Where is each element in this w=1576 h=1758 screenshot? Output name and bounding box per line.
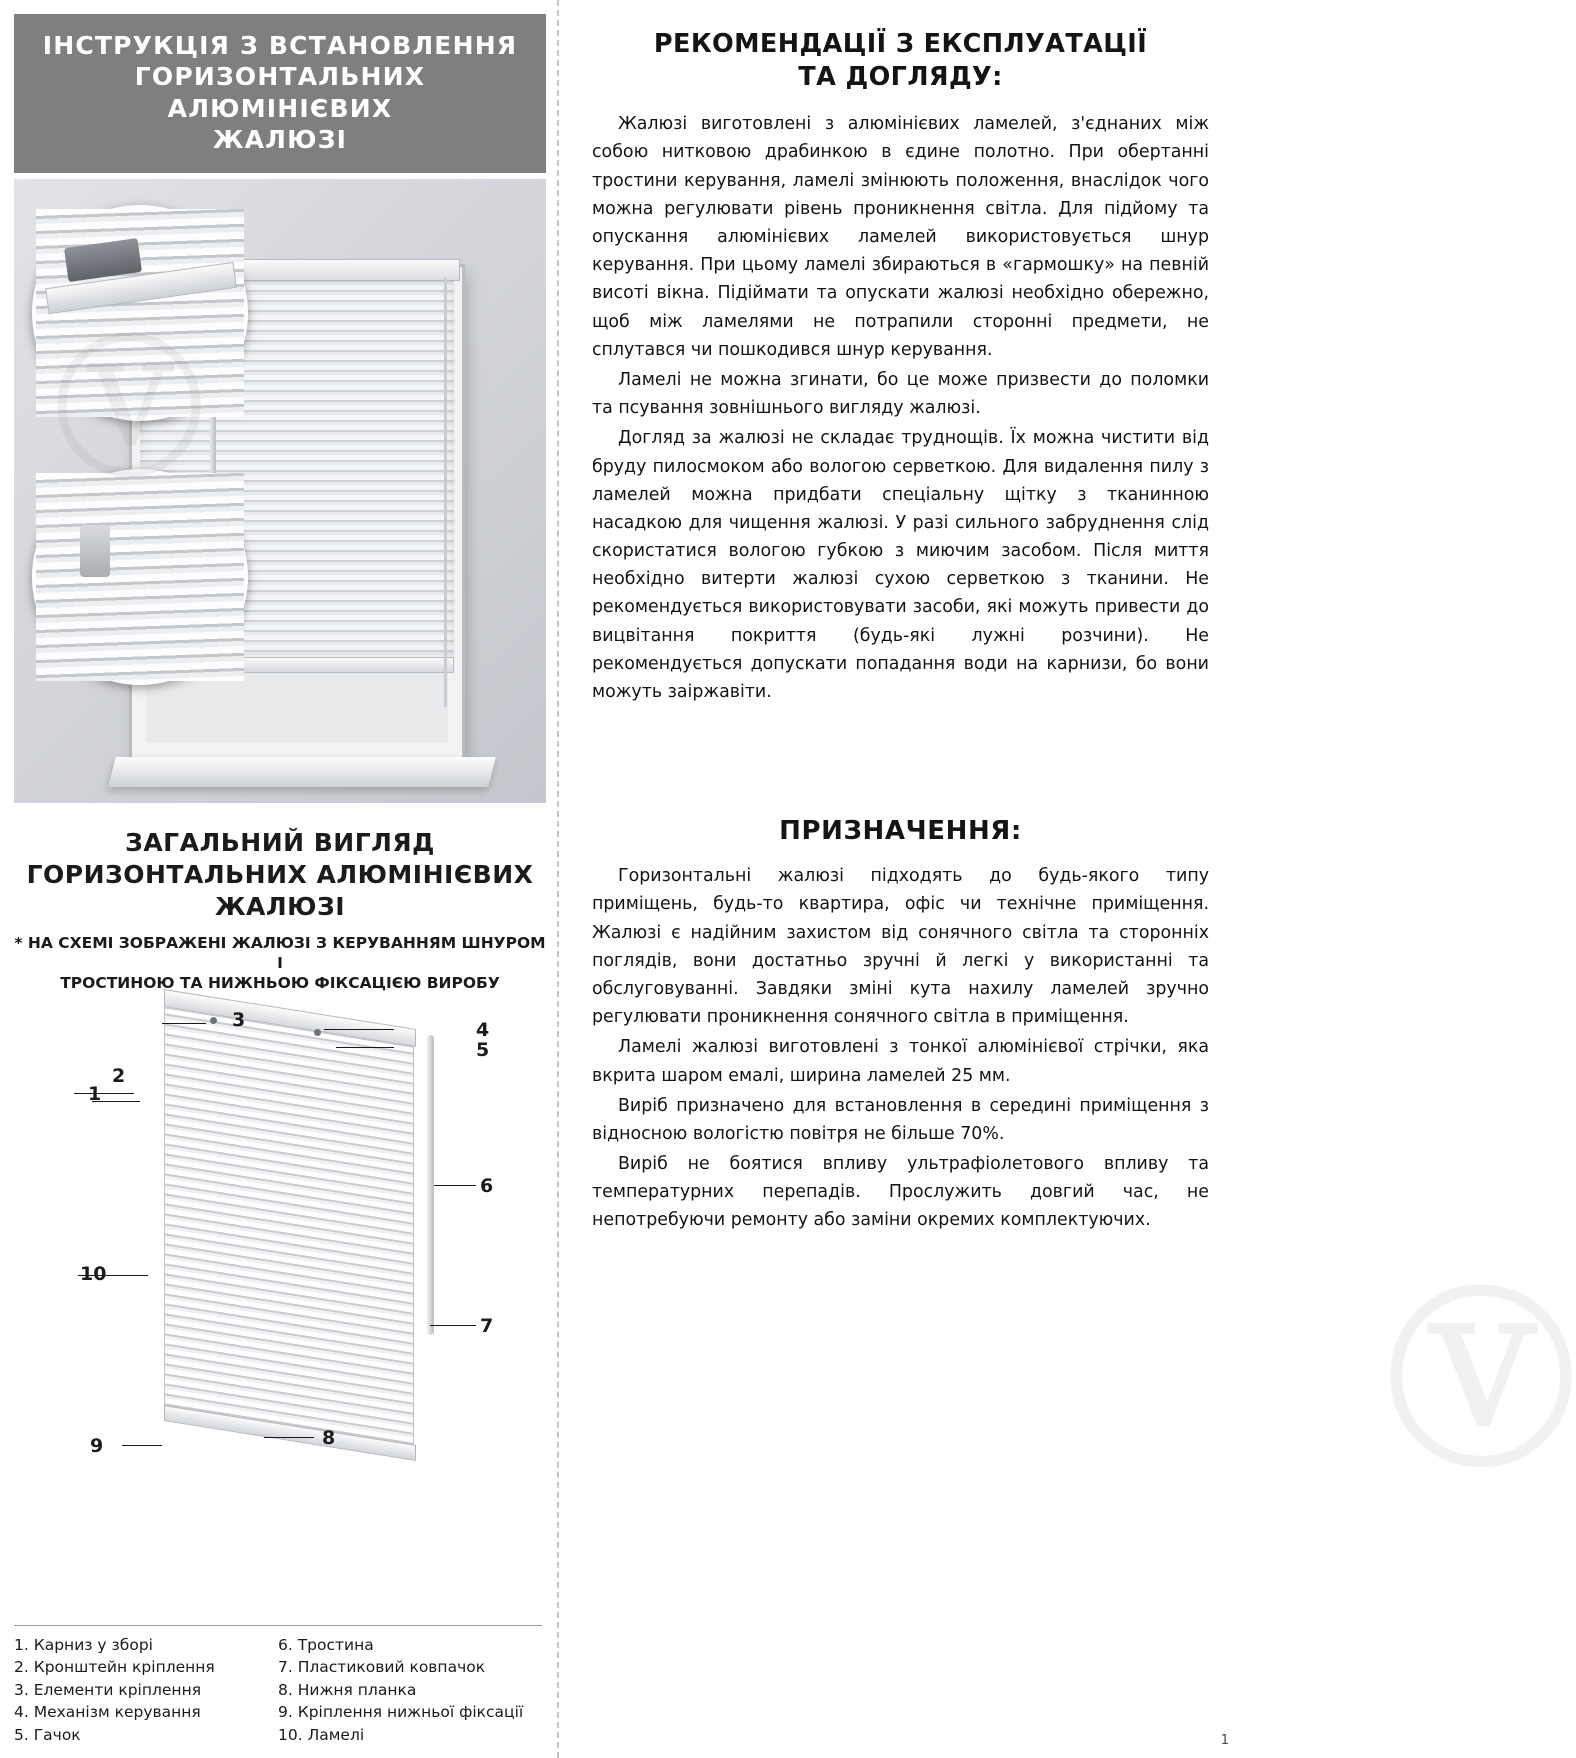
care-text [592,110,1209,706]
purpose-paragraph: Виріб не боятися впливу ультрафіолетового впливу та температурних перепадів. Прослужить довгий час, не непотребуючи ремонту або заміни окремих комплектуючих. [592,1154,1209,1231]
care-paragraph: Жалюзі виготовлені з алюмінієвих ламелей, з'єднаних між собою нитковою драбинкою в єдине полотно. При обертанні тростини керування, ламелі змінюють положення, внаслідок чого можна регулювати рівень проникнення світла. Для підйому та опускання алюмінієвих ламелей використовується шнур керування. При цьому ламелі збираються в «гармошку» на певній висоті вікна. Підіймати та опускати жалюзі необхідно обережно, щоб між ламелями не потрапили сторонні предмети, не сплутався чи пошкодився шнур керування. [592,114,1209,360]
overview-title-3: ЖАЛЮЗІ [214,892,346,921]
leader-line-7 [430,1325,476,1326]
purpose-paragraph: Горизонтальні жалюзі підходять до будь-якого типу приміщень, будь-то квартира, офіс чи технічне приміщення. Жалюзі є надійним захистом від сонячного світла та сторонніх поглядів, вони достатньо зручні й легкі у використанні та обслуговуванні. Завдяки зміні кута нахилу ламелей зручно регулювати проникнення сонячного світла в приміщення. [592,866,1209,1028]
purpose-heading: ПРИЗНАЧЕННЯ: [779,816,1022,847]
installation-photo [14,179,546,803]
legend-item: 9. Кріплення нижньої фіксації [278,1703,524,1722]
leader-line-8 [264,1437,314,1438]
purpose-text [592,862,1209,1234]
diagram-number-6: 6 [480,1175,494,1198]
care-heading-line-2: ТА ДОГЛЯДУ: [798,62,1003,93]
overview-note-1: * НА СХЕМІ ЗОБРАЖЕНІ ЖАЛЮЗІ З КЕРУВАННЯМ ШНУРОМ І [14,934,546,973]
callout-slats [36,209,244,417]
care-heading-line-1: РЕКОМЕНДАЦІЇ З ЕКСПЛУАТАЦІЇ [653,29,1148,59]
purpose-paragraph: Виріб призначено для встановлення в середині приміщення з відносною вологістю повітря не більше 70%. [592,1095,1209,1144]
diagram-number-8: 8 [322,1427,336,1450]
legend-item: 7. Пластиковий ковпачок [278,1658,486,1677]
overview-title-2: ГОРИЗОНТАЛЬНИХ АЛЮМІНІЄВИХ [26,860,534,889]
detail-callout-bracket [32,205,248,421]
diagram-slats [164,1008,414,1448]
legend-item: 1. Карниз у зборі [14,1635,153,1654]
detail-callout-cordlock [32,469,248,685]
page-number: 1 [1220,1733,1229,1748]
overview-title-1: ЗАГАЛЬНИЙ ВИГЛЯД [125,828,435,857]
care-heading [592,28,1209,94]
overview-heading [14,827,546,993]
leader-line-3 [162,1023,206,1024]
diagram-number-4: 4 [476,1019,490,1042]
installation-header [14,14,546,173]
legend-item: 2. Кронштейн кріплення [14,1658,215,1677]
installation-header-line-3: ЖАЛЮЗІ [212,124,348,154]
legend-item: 4. Механізм керування [14,1703,201,1722]
installation-header-line-2: ГОРИЗОНТАЛЬНИХ АЛЮМІНІЄВИХ [134,62,426,123]
diagram-number-5: 5 [476,1039,490,1062]
diagram-wand [427,1035,434,1335]
legend-item: 5. Гачок [14,1725,81,1744]
diagram-number-3: 3 [232,1009,246,1032]
diagram-number-1: 1 [88,1083,102,1106]
diagram-number-9: 9 [90,1435,104,1458]
legend [14,1625,542,1746]
callout-cord-lock [80,525,110,577]
diagram-number-2: 2 [112,1065,126,1088]
leader-line-4 [324,1029,394,1030]
legend-item: 6. Тростина [278,1635,374,1654]
watermark-logo-2: Ⓥ [1386,1270,1576,1493]
purpose-paragraph: Ламелі жалюзі виготовлені з тонкої алюмінієвої стрічки, яка вкрита шаром емалі, ширина ламелей 25 мм. [592,1037,1209,1086]
diagram-number-7: 7 [480,1315,494,1338]
installation-header-line-1: ІНСТРУКЦІЯ З ВСТАНОВЛЕННЯ [42,31,518,60]
callout-slats-2 [36,473,244,681]
control-cord [444,277,447,707]
care-paragraph: Догляд за жалюзі не складає труднощів. Їх можна чистити від бруду пилосмоком або вологою серветкою. Для видалення пилу з ламелей можна придбати спеціальну щітку з тканинною насадкою для чищення жалюзі. У разі сильного забруднення слід скористатися вологою губкою з миючим засобом. Після миття необхідно витерти жалюзі сухою серветкою з тканини. Не рекомендується використовувати засоби, які можуть привести до вицвітання покриття (будь-які лужні розчини). Не рекомендується допускати попадання води на карнизи, бо вони можуть заіржавіти. [592,428,1209,703]
leader-line-9 [122,1445,162,1446]
window-sill [108,757,495,787]
legend-column-right [278,1634,542,1746]
leader-line-1 [74,1093,134,1094]
legend-item: 3. Елементи кріплення [14,1680,202,1699]
legend-column-left [14,1634,278,1746]
exploded-diagram [14,1005,546,1505]
diagram-number-10: 10 [80,1263,107,1286]
left-column [0,0,556,1758]
overview-note-2: ТРОСТИНОЮ ТА НИЖНЬОЮ ФІКСАЦІЄЮ ВИРОБУ [60,974,500,993]
care-paragraph: Ламелі не можна згинати, бо це може призвести до поломки та псування зовнішнього вигляду жалюзі. [592,369,1209,419]
leader-line-5 [336,1047,394,1048]
legend-item: 8. Нижня планка [278,1680,417,1699]
legend-item: 10. Ламелі [278,1725,365,1744]
leader-line-6 [434,1185,476,1186]
right-column [556,0,1576,1758]
